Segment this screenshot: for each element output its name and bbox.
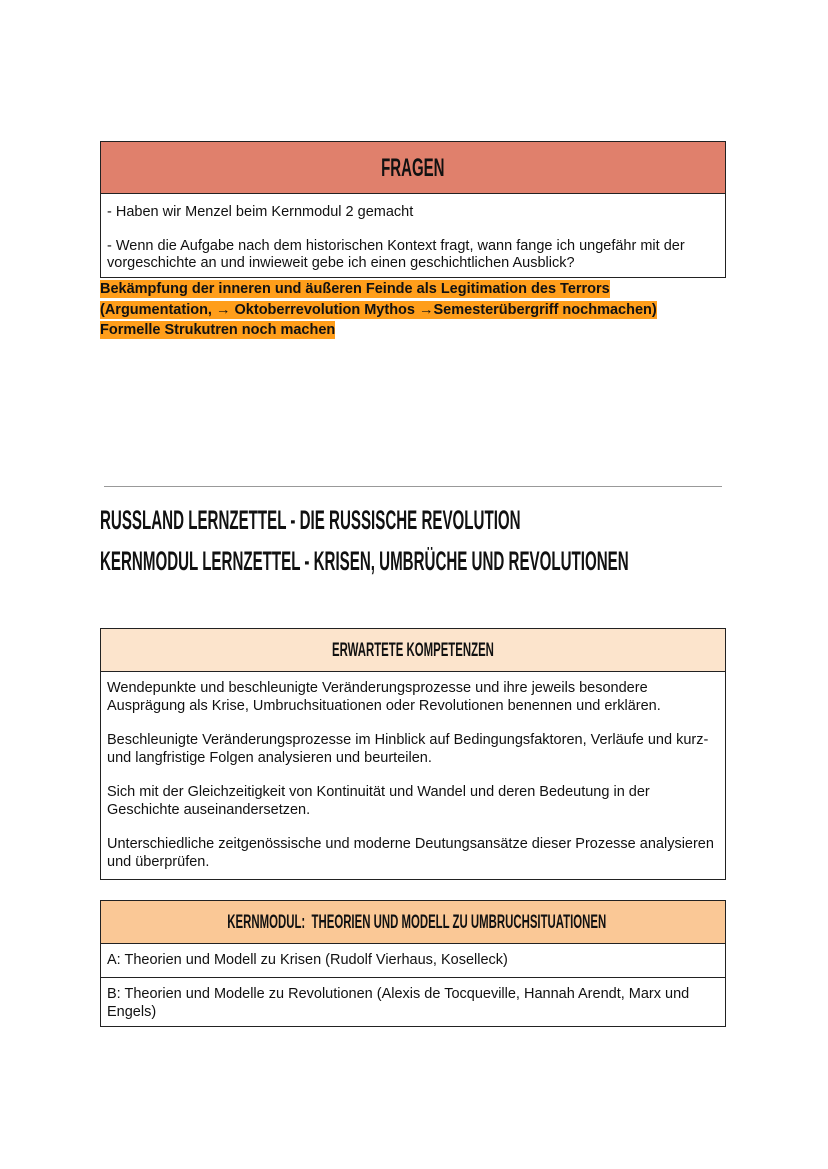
highlight-line [100, 279, 610, 300]
highlight-text: Bekämpfung der inneren und äußeren Feinde als Legitimation des Terrors [100, 281, 610, 297]
kompetenzen-title: ERWARTETE KOMPETENZEN [332, 640, 494, 661]
fragen-box [100, 141, 726, 278]
kernmodul-title: KERNMODUL: THEORIEN UND MODELL ZU UMBRUCHSITUATIONEN [227, 912, 607, 933]
divider [104, 486, 722, 487]
kompetenz-item: Beschleunigte Veränderungsprozesse im Hinblick auf Bedingungsfaktoren, Verläufe und kurz- und langfristige Folgen analysieren und beurteilen. [107, 732, 709, 766]
page-title: RUSSLAND LERNZETTEL - DIE RUSSISCHE REVOLUTION [100, 505, 521, 535]
kompetenz-item: Wendepunkte und beschleunigte Veränderungsprozesse und ihre jeweils besondere Ausprägung als Krise, Umbruchsituationen oder Revolutionen benennen und erklären. [107, 680, 661, 714]
kernmodul-item: A: Theorien und Modell zu Krisen (Rudolf Vierhaus, Koselleck) [101, 944, 725, 978]
kernmodul-box [100, 900, 726, 1027]
fragen-header [101, 142, 725, 194]
highlight-text: Formelle Strukutren noch machen [100, 322, 336, 338]
kompetenz-item: Unterschiedliche zeitgenössische und moderne Deutungsansätze dieser Prozesse analysieren und überprüfen. [107, 836, 714, 870]
kompetenzen-header [101, 629, 725, 672]
highlight-line [100, 300, 657, 321]
kompetenzen-box [100, 628, 726, 880]
highlight-text: (Argumentation, → Oktoberrevolution Mythos →Semesterübergriff nochmachen) [100, 302, 657, 318]
kompetenz-item: Sich mit der Gleichzeitigkeit von Kontinuität und Wandel und deren Bedeutung in der Geschichte auseinandersetzen. [107, 784, 650, 818]
fragen-item: - Wenn die Aufgabe nach dem historischen Kontext fragt, wann fange ich ungefähr mit der vorgeschichte an und inwieweit gebe ich einen geschichtlichen Ausblick? [107, 237, 685, 271]
fragen-item: - Haben wir Menzel beim Kernmodul 2 gemacht [107, 204, 414, 220]
page-subtitle: KERNMODUL LERNZETTEL - KRISEN, UMBRÜCHE UND REVOLUTIONEN [100, 546, 629, 576]
highlight-line [100, 320, 335, 341]
fragen-title: FRAGEN [381, 154, 445, 182]
kernmodul-header [101, 901, 725, 944]
kernmodul-item: B: Theorien und Modelle zu Revolutionen (Alexis de Tocqueville, Hannah Arendt, Marx und Engels) [107, 986, 690, 1020]
